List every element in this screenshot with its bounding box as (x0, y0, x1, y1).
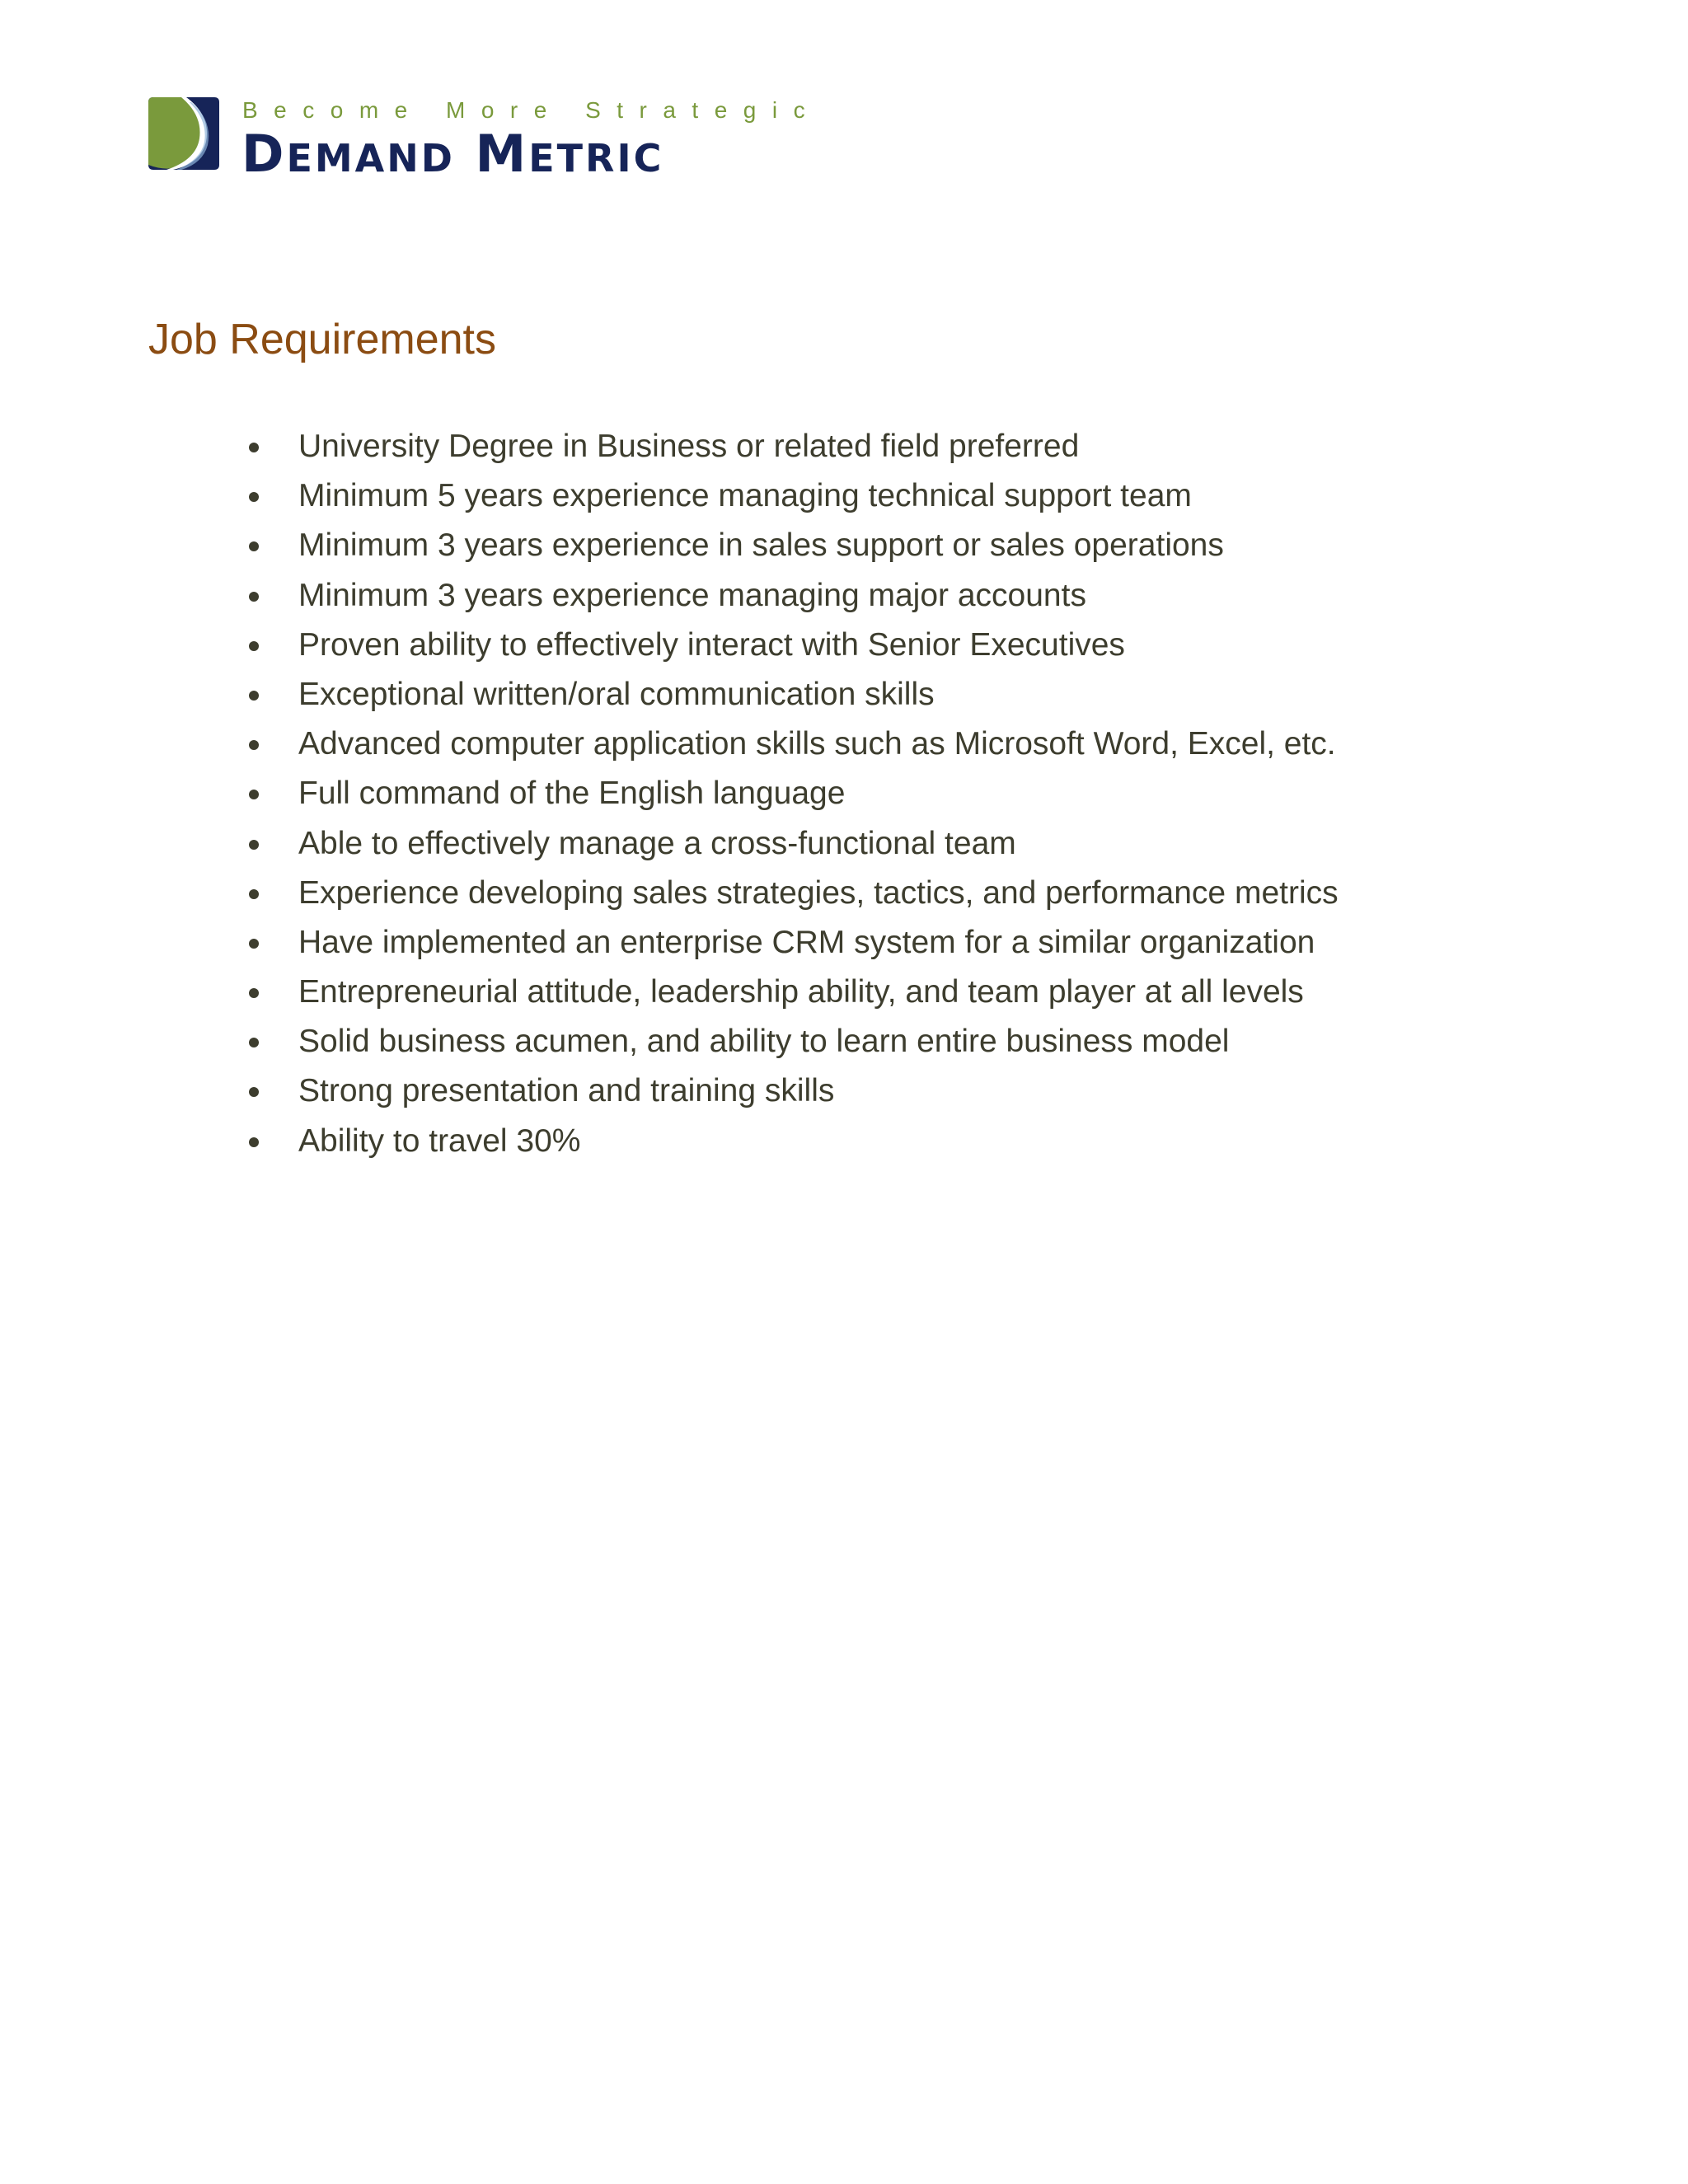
page-title: Job Requirements (148, 316, 496, 363)
bullet-icon (249, 840, 259, 850)
brand-rest-etric: ETRIC (528, 136, 664, 180)
bullet-icon (249, 790, 259, 799)
brand-initial-m: M (475, 124, 529, 184)
list-item-text: Exceptional written/oral communication skills (298, 676, 935, 712)
list-item-text: Experience developing sales strategies, tactics, and performance metrics (298, 874, 1339, 911)
brand-rest-emand: EMAND (286, 136, 455, 180)
bullet-icon (249, 541, 259, 551)
list-item-text: Strong presentation and training skills (298, 1073, 835, 1109)
list-item-text: Advanced computer application skills such as Microsoft Word, Excel, etc. (298, 726, 1336, 762)
logo-tagline: Become More Strategic (242, 97, 822, 123)
list-item-text: Minimum 3 years experience managing major accounts (298, 577, 1086, 613)
list-item-text: Solid business acumen, and ability to learn entire business model (298, 1024, 1230, 1060)
list-item-text: Ability to travel 30% (298, 1122, 581, 1159)
bullet-icon (249, 592, 259, 602)
list-item-text: Proven ability to effectively interact with Senior Executives (298, 626, 1125, 663)
list-item-text: Able to effectively manage a cross-functional team (298, 825, 1016, 861)
bullet-icon (249, 1137, 259, 1147)
bullet-icon (249, 1087, 259, 1097)
list-item-text: Entrepreneurial attitude, leadership ability, and team player at all levels (298, 974, 1304, 1010)
list-item-text: Minimum 5 years experience managing technical support team (298, 478, 1192, 514)
list-item-text: University Degree in Business or related field preferred (298, 429, 1080, 464)
bullet-icon (249, 939, 259, 949)
demand-metric-logo-icon (148, 97, 219, 170)
bullet-icon (249, 492, 259, 502)
bullet-icon (249, 889, 259, 899)
list-item-text: Have implemented an enterprise CRM system for a similar organization (298, 924, 1315, 960)
bullet-icon (249, 443, 259, 452)
bullet-icon (249, 641, 259, 651)
bullet-icon (249, 988, 259, 998)
bullet-icon (249, 740, 259, 750)
bullet-icon (249, 1038, 259, 1047)
demand-metric-logo (148, 97, 822, 184)
bullet-icon (249, 691, 259, 701)
brand-initial-d: D (241, 124, 287, 184)
logo-brand-name (241, 124, 664, 184)
list-item-text: Minimum 3 years experience in sales support or sales operations (298, 527, 1224, 564)
list-item-text: Full command of the English language (298, 776, 846, 812)
